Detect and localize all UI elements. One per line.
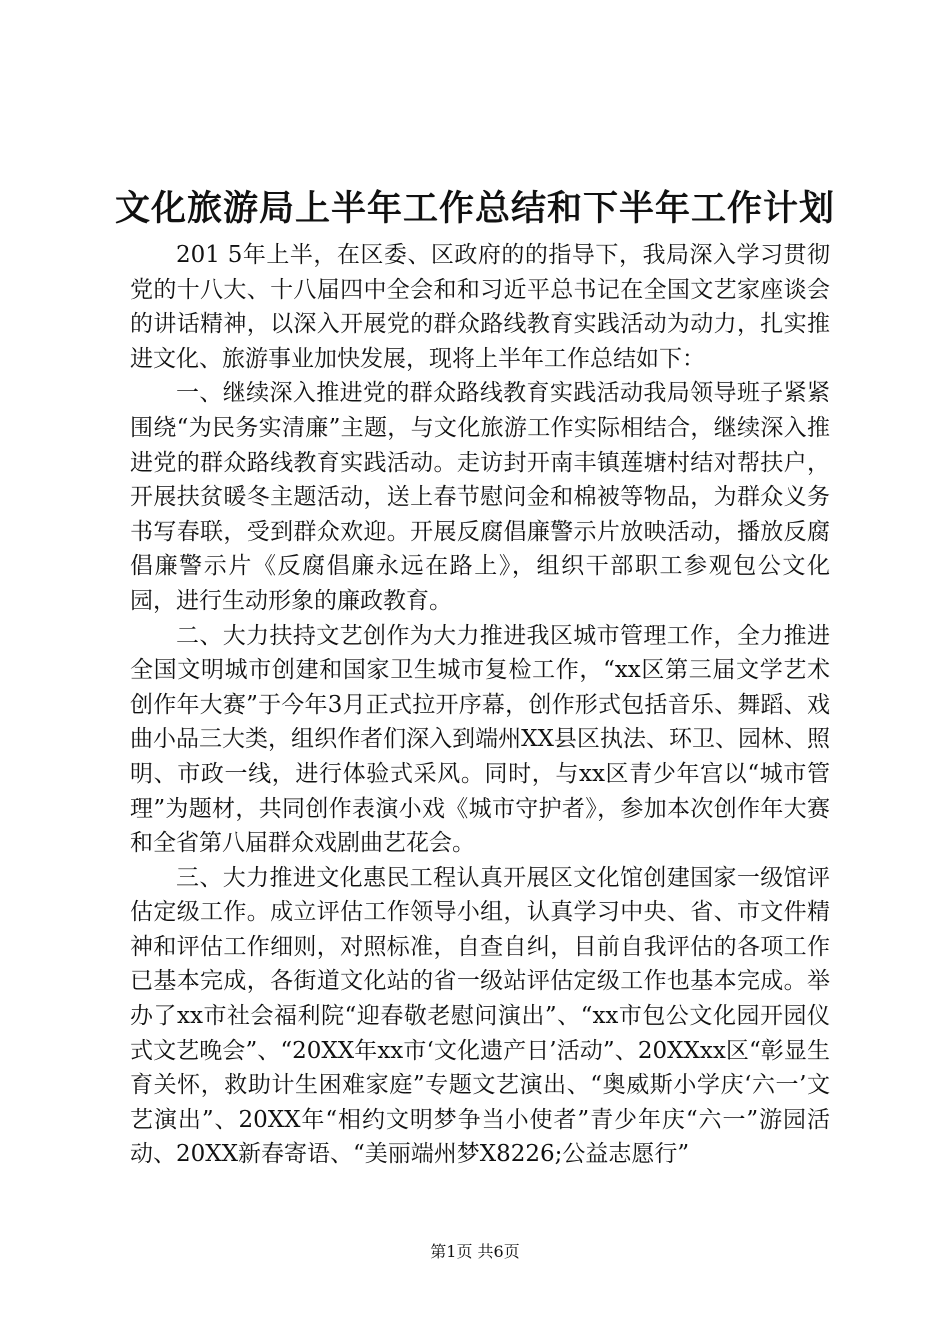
section-1-paragraph: 一、继续深入推进党的群众路线教育实践活动我局领导班子紧紧围绕“为民务实清廉”主题，与文化旅游工作实际相结合，继续深入推进党的群众路线教育实践活动。走访封开南丰镇莲塘村结对帮扶户，开展扶贫暖冬主题活动，送上春节慰问金和棉被等物品，为群众义务书写春联，受到群众欢迎。开展反腐倡廉警示片放映活动，播放反腐倡廉警示片《反腐倡廉永远在路上》，组织干部职工参观包公文化园，进行生动形象的廉政教育。: [130, 380, 830, 614]
intro-paragraph: 201 5年上半，在区委、区政府的的指导下，我局深入学习贯彻党的十八大、十八届四中全会和和习近平总书记在全国文艺家座谈会的讲话精神，以深入开展党的群众路线教育实践活动为动力，扎实推进文化、旅游事业加快发展，现将上半年工作总结如下：: [130, 242, 830, 372]
section-3-paragraph: 三、大力推进文化惠民工程认真开展区文化馆创建国家一级馆评估定级工作。成立评估工作领导小组，认真学习中央、省、市文件精神和评估工作细则，对照标准，自查自纠，目前自我评估的各项工作已基本完成，各街道文化站的省一级站评估定级工作也基本完成。举办了xx市社会福利院“迎春敬老慰问演出”、“xx市包公文化园开园仪式文艺晚会”、“20XX年xx市‘文化遗产日’活动”、20XXxx区“彰显生育关怀，救助计生困难家庭”专题文艺演出、“奥威斯小学庆‘六一’文艺演出”、20XX年“相约文明梦争当小使者”青少年庆“六一”游园活动、20XX新春寄语、“美丽端州梦X8226;公益志愿行”: [130, 864, 830, 1168]
page-footer: 第1页 共6页: [430, 1242, 520, 1261]
section-2-paragraph: 二、大力扶持文艺创作为大力推进我区城市管理工作，全力推进全国文明城市创建和国家卫生城市复检工作，“xx区第三届文学艺术创作年大赛”于今年3月正式拉开序幕，创作形式包括音乐、舞蹈、戏曲小品三大类，组织作者们深入到端州XX县区执法、环卫、园林、照明、市政一线，进行体验式采风。同时，与xx区青少年宫以“城市管理”为题材，共同创作表演小戏《城市守护者》，参加本次创作年大赛和全省第八届群众戏剧曲艺花会。: [130, 622, 830, 857]
page-title: 文化旅游局上半年工作总结和下半年工作计划: [114, 188, 835, 229]
document-body: [130, 238, 830, 1172]
